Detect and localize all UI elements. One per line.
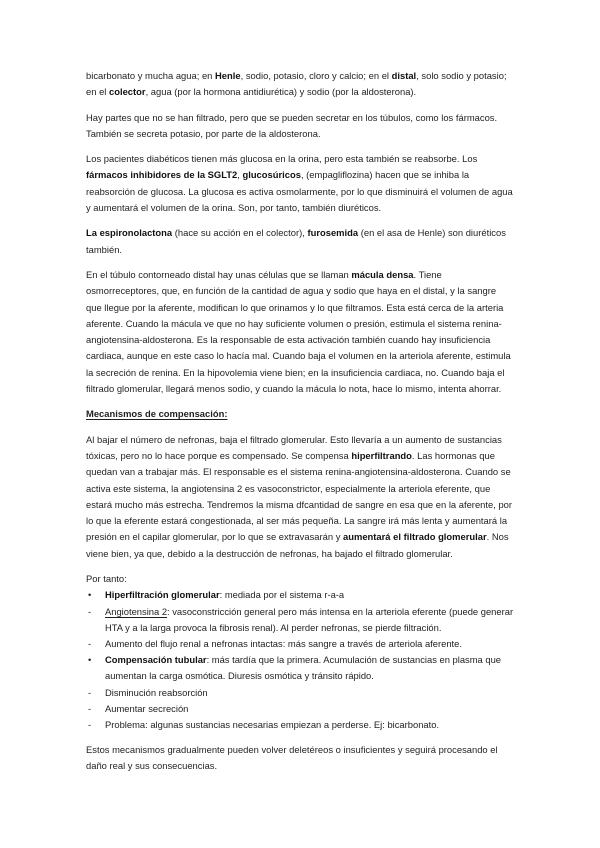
bold-term-sglt2: fármacos inhibidores de la SGLT2 xyxy=(86,169,238,181)
list-item xyxy=(86,685,514,701)
text-span: , (empagliflozina) hacen que se inhiba la reabsorción de glucosa. La glucosa es activa osmolarmente, por lo que disminuirá el volumen de agua y aumentará el volumen de la orina. Son, por tanto, también diuréticos. xyxy=(86,169,513,214)
text-span: Al bajar el número de nefronas, baja el filtrado glomerular. Esto llevaría a un aumento de sustancias tóxicas, pero no lo hace porque es compensado. Se compensa xyxy=(86,433,502,461)
bold-term-colector: colector xyxy=(109,86,146,98)
text-span: . Nos viene bien, ya que, debido a la destrucción de nefronas, ha bajado el filtrado glomerular. xyxy=(86,531,509,559)
text-span: Aumento del flujo renal a nefronas intactas: más sangre a través de arteriola aferente. xyxy=(105,637,462,649)
bold-term-espironolactona: La espironolactona xyxy=(86,227,173,239)
list-item xyxy=(86,587,514,603)
text-span: , sodio, potasio, cloro y calcio; en el xyxy=(240,70,392,81)
text-span: Problema: algunas sustancias necesarias empiezan a perderse. Ej: bicarbonato. xyxy=(105,718,440,730)
paragraph-por-tanto: Por tanto: xyxy=(86,573,127,585)
paragraph-diabetes-sglt2 xyxy=(86,151,514,216)
bullet-icon: • xyxy=(88,654,92,666)
underlined-term: Angiotensina 2 xyxy=(105,605,168,617)
dash-icon: - xyxy=(88,702,92,714)
text-span: (en el asa de Henle) son diuréticos también. xyxy=(86,227,506,255)
list-item xyxy=(86,701,514,717)
dash-icon: - xyxy=(88,718,92,730)
paragraph-conclusion: Estos mecanismos gradualmente pueden volver deletéreos o insuficientes y seguirá procesando el daño real y sus consecuencias. xyxy=(86,744,498,772)
text-span: (hace su acción en el colector), xyxy=(172,227,308,239)
text-span: Disminución reabsorción xyxy=(105,686,208,698)
compensation-list xyxy=(86,587,514,733)
paragraph-tubule-reabsorption xyxy=(86,68,514,101)
bold-term: Compensación tubular xyxy=(105,654,207,666)
paragraph-hyperfiltration xyxy=(86,432,514,562)
list-item xyxy=(86,652,514,684)
bold-term-glucosuricos: glucosúricos xyxy=(242,169,301,181)
bold-term-filtrado-glomerular: aumentará el filtrado glomerular xyxy=(343,531,487,543)
bold-term-macula-densa: mácula densa xyxy=(351,268,414,280)
text-span: . Las hormonas que quedan van a trabajar más. El responsable es el sistema renina-angiotensina-aldosterona. Cuando se activa este sistema, la angiotensina 2 es vasoconstrictor, especialmente la arteriola eferente, que estará mucho más estrecha. Tendremos la misma dfcantidad de sangre en esa que en la aferente, por lo que la eferente estará congestionada, al ser más pequeña. La sangre irá más lenta y aumentará la presión en el capilar glomerular, por lo que se extravasarán y xyxy=(86,449,513,543)
dash-icon: - xyxy=(88,637,92,649)
text-span: bicarbonato y mucha agua; en xyxy=(86,70,216,81)
text-span: En el túbulo contorneado distal hay unas células que se llaman xyxy=(86,268,352,280)
text-span: : más tardía que la primera. Acumulación de sustancias en plasma que aumentan la carga osmótica. Diuresis osmótica y tránsito rápido. xyxy=(105,654,502,682)
bold-term-distal: distal xyxy=(391,70,417,81)
text-span: : vasoconstricción general pero más intensa en la arteriola eferente (puede generar HTA y a la larga provoca la fibrosis renal). Al perder nefronas, se pierde filtración. xyxy=(105,605,514,633)
text-span: , solo sodio y potasio; en el xyxy=(86,70,507,98)
paragraph-macula-densa xyxy=(86,267,514,397)
paragraph-diuretics xyxy=(86,225,514,258)
dash-icon: - xyxy=(88,605,92,617)
text-span: Aumentar secreción xyxy=(105,702,189,714)
dash-icon: - xyxy=(88,686,92,698)
list-item xyxy=(86,717,514,733)
paragraph-secretion: Hay partes que no se han filtrado, pero que se pueden secretar en los túbulos, como los fármacos. También se secreta potasio, por parte de la aldosterona. xyxy=(86,111,498,139)
text-span: Los pacientes diabéticos tienen más glucosa en la orina, pero esta también se reabsorbe. Los xyxy=(86,153,478,165)
text-span: : mediada por el sistema r-a-a xyxy=(219,589,345,601)
section-heading: Mecanismos de compensación: xyxy=(86,408,228,420)
list-item xyxy=(86,636,514,652)
bold-term: Hiperfiltración glomerular xyxy=(105,589,220,601)
list-item xyxy=(86,604,514,636)
bold-term-henle: Henle xyxy=(215,70,241,81)
bullet-icon: • xyxy=(88,589,92,601)
text-span: . Tiene osmorreceptores, que, en función de la cantidad de agua y sodio que haya en el distal, y la sangre que llegue por la aferente, modifican lo que orinamos y lo que filtramos. Esta está cerca de la arteria aferente. Cuando la mácula ve que no hay suficiente volumen o presión, estimula el sistema renina-angiotensina-aldosterona. Es la responsable de esta activación también cuando hay insuficiencia cardiaca, aunque en este caso lo hacía mal. Cuando baja el volumen en la arteriola aferente, estimula la secreción de renina. En la hipovolemia viene bien; en la insuficiencia cardiaca, no. Cuando baja el filtrado glomerular, llegará menos sodio, y cuando la mácula lo nota, hace lo mismo, intenta ahorrar. xyxy=(86,268,511,395)
text-span: , agua (por la hormona antidiurética) y sodio (por la aldosterona). xyxy=(145,86,417,98)
text-span: , xyxy=(237,169,243,181)
bold-term-hiperfiltrando: hiperfiltrando xyxy=(351,449,412,461)
bold-term-furosemida: furosemida xyxy=(307,227,359,239)
